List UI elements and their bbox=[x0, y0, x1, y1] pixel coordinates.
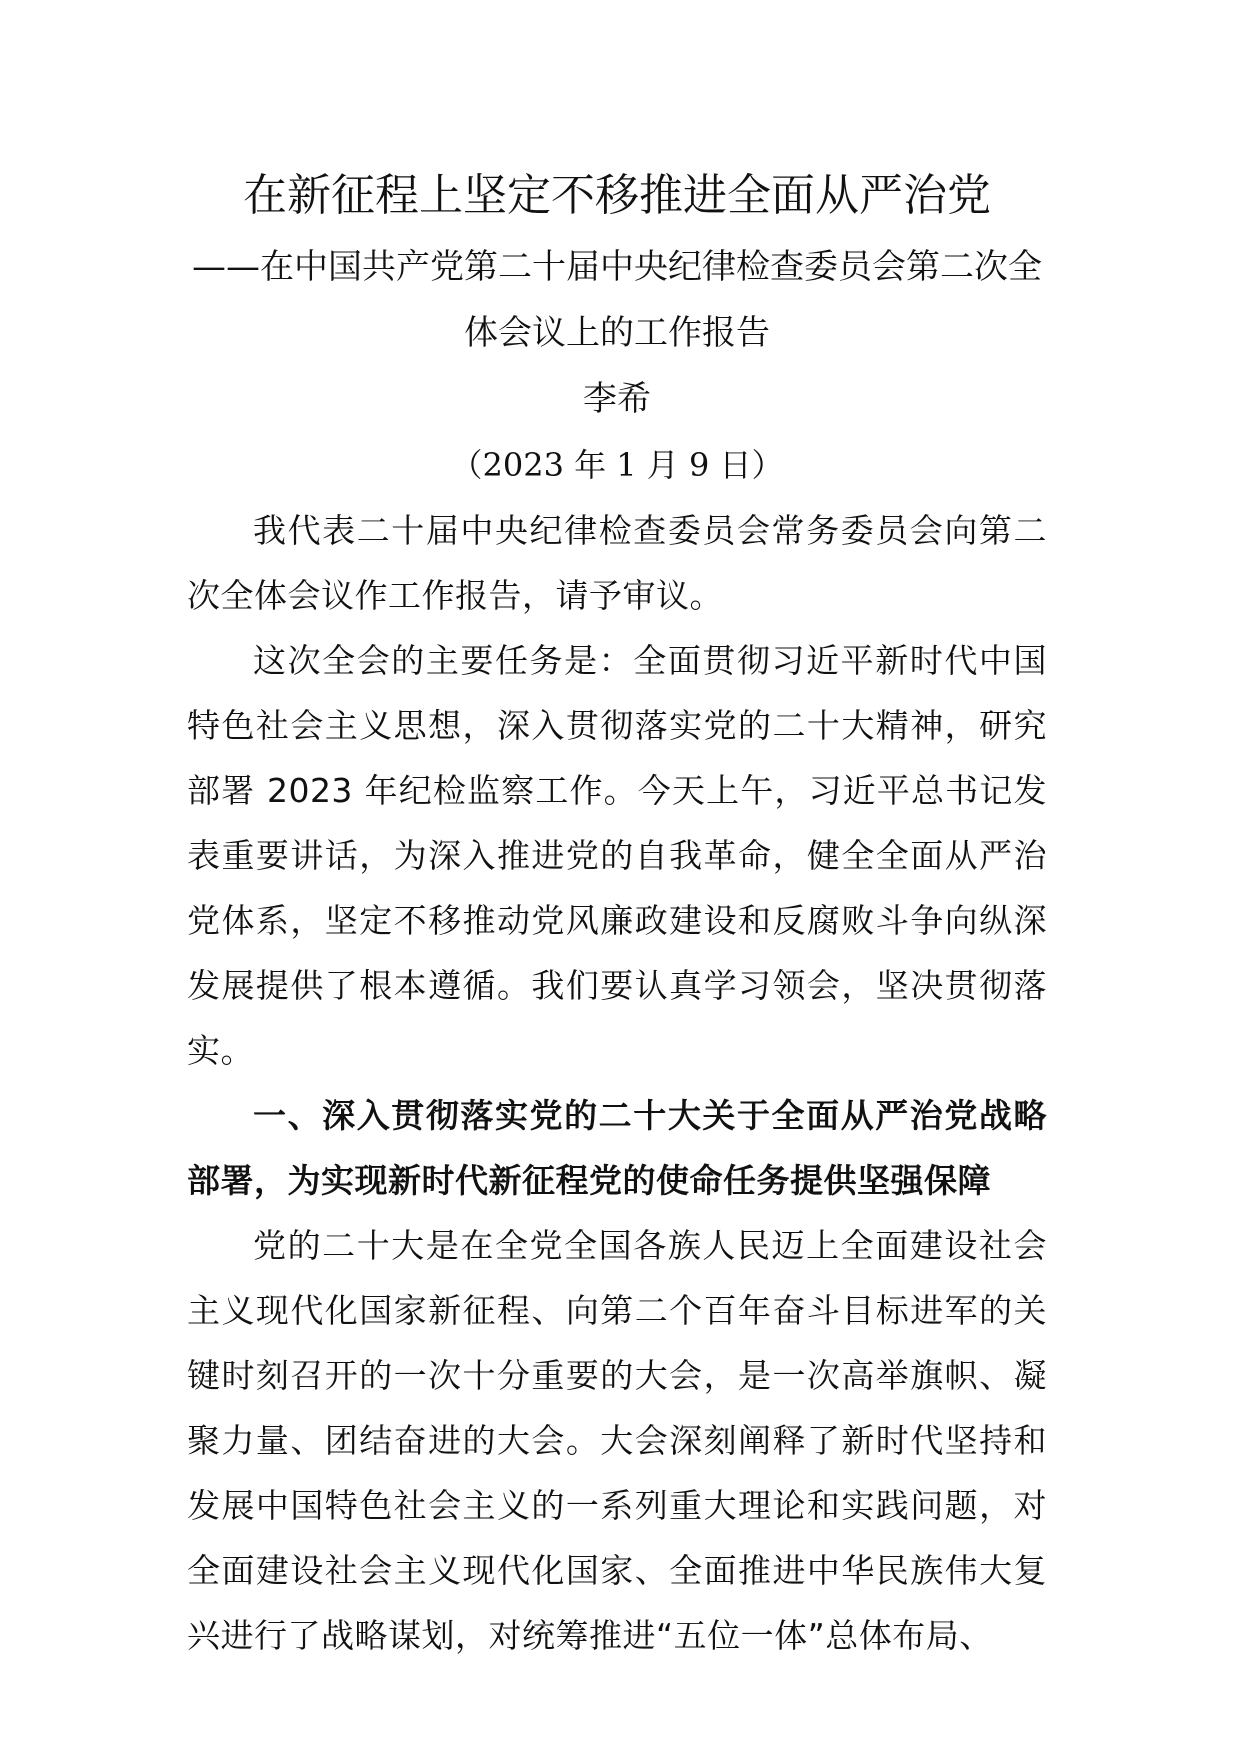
paragraph: 党的二十大是在全党全国各族人民迈上全面建设社会主义现代化国家新征程、向第二个百年奋斗目标进军的关键时刻召开的一次十分重要的大会，是一次高举旗帜、凝聚力量、团结奋进的大会。大会深刻阐释了新时代坚持和发展中国特色社会主义的一系列重大理论和实践问题，对全面建设社会主义现代化国家、全面推进中华民族伟大复兴进行了战略谋划，对统筹推进“五位一体”总体布局、 bbox=[187, 1226, 1047, 1655]
section-heading: 一、深入贯彻落实党的二十大关于全面从严治党战略部署，为实现新时代新征程党的使命任务提供坚强保障 bbox=[187, 1096, 1047, 1200]
document-body bbox=[187, 158, 1047, 1668]
paragraph: 我代表二十届中央纪律检查委员会常务委员会向第二次全体会议作工作报告，请予审议。 bbox=[187, 511, 1047, 615]
document-title: 在新征程上坚定不移推进全面从严治党 bbox=[243, 170, 991, 221]
document-subtitle: ——在中国共产党第二十届中央纪律检查委员会第二次全体会议上的工作报告 bbox=[192, 247, 1042, 353]
document-date: （2023 年 1 月 9 日） bbox=[450, 446, 784, 484]
paragraph: 这次全会的主要任务是：全面贯彻习近平新时代中国特色社会主义思想，深入贯彻落实党的二十大精神，研究部署 2023 年纪检监察工作。今天上午，习近平总书记发表重要讲话，为深入推进党的自我革命，健全全面从严治党体系，坚定不移推动党风廉政建设和反腐败斗争向纵深发展提供了根本遵循。我们要认真学习领会，坚决贯彻落实。 bbox=[187, 641, 1047, 1070]
document-author: 李希 bbox=[583, 379, 651, 419]
